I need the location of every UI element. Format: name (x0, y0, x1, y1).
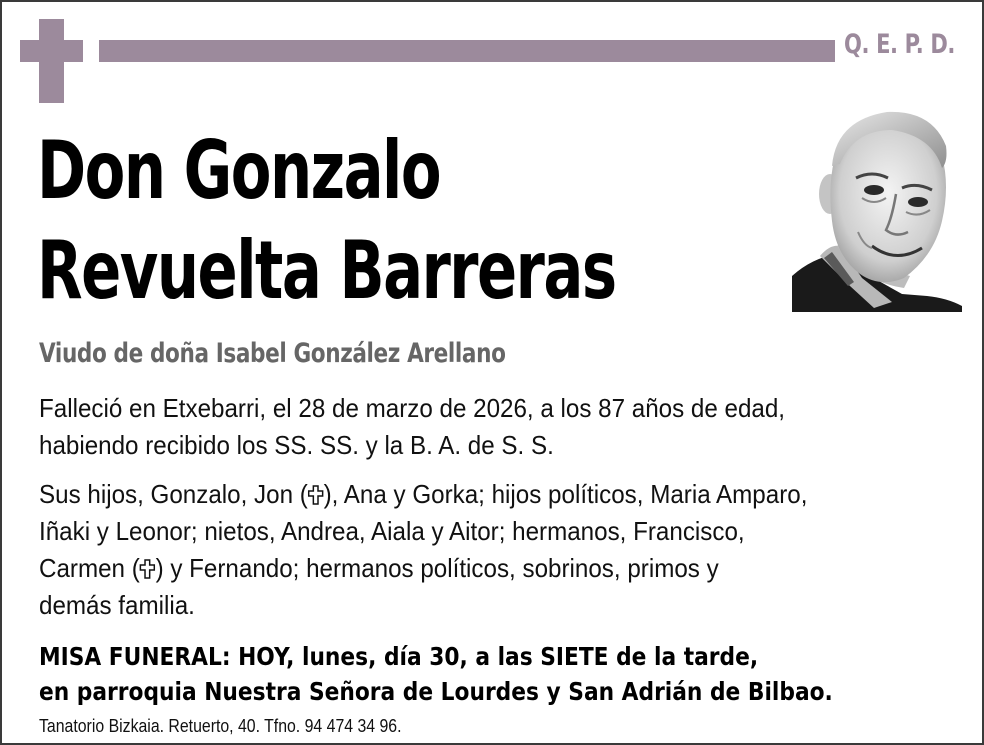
cross-horizontal-bar (20, 40, 83, 62)
deceased-name-line-2: Revuelta Barreras (37, 224, 616, 317)
funeral-mass-info (39, 639, 951, 709)
family-line-3-start: Carmen ( (39, 553, 140, 583)
family-line-1-start: Sus hijos, Gonzalo, Jon ( (39, 479, 308, 509)
family-line-1-end: ), Ana y Gorka; hijos políticos, Maria Amparo, (323, 479, 808, 509)
family-line-3-end: ) y Fernando; hermanos políticos, sobrinos, primos y (155, 553, 719, 583)
deceased-name-line-1: Don Gonzalo (37, 124, 441, 217)
portrait-photo (792, 106, 962, 312)
family-line-2: Iñaki y Leonor; nietos, Andrea, Aiala y Aitor; hermanos, Francisco, (39, 516, 745, 546)
header-rule (99, 40, 835, 62)
qepd-label: Q. E. P. D. (844, 29, 956, 60)
family-paragraph (39, 476, 865, 624)
cross-outline-icon (140, 559, 156, 579)
death-notice-line: Falleció en Etxebarri, el 28 de marzo de 2026, a los 87 años de edad, (39, 393, 786, 423)
funeral-home-footer: Tanatorio Bizkaia. Retuerto, 40. Tfno. 94 474 34 96. (39, 716, 402, 736)
death-notice-paragraph (39, 390, 841, 464)
family-line-4: demás familia. (39, 590, 195, 620)
funeral-line-2: en parroquia Nuestra Señora de Lourdes y San Adrián de Bilbao. (39, 677, 833, 706)
family-line-3 (39, 550, 807, 587)
funeral-line-1: MISA FUNERAL: HOY, lunes, día 30, a las SIETE de la tarde, (39, 642, 759, 671)
widower-subtitle: Viudo de doña Isabel González Arellano (39, 338, 506, 369)
family-line-1 (39, 476, 807, 513)
death-notice-line: habiendo recibido los SS. SS. y la B. A. de S. S. (39, 430, 554, 460)
cross-outline-icon (308, 485, 324, 505)
